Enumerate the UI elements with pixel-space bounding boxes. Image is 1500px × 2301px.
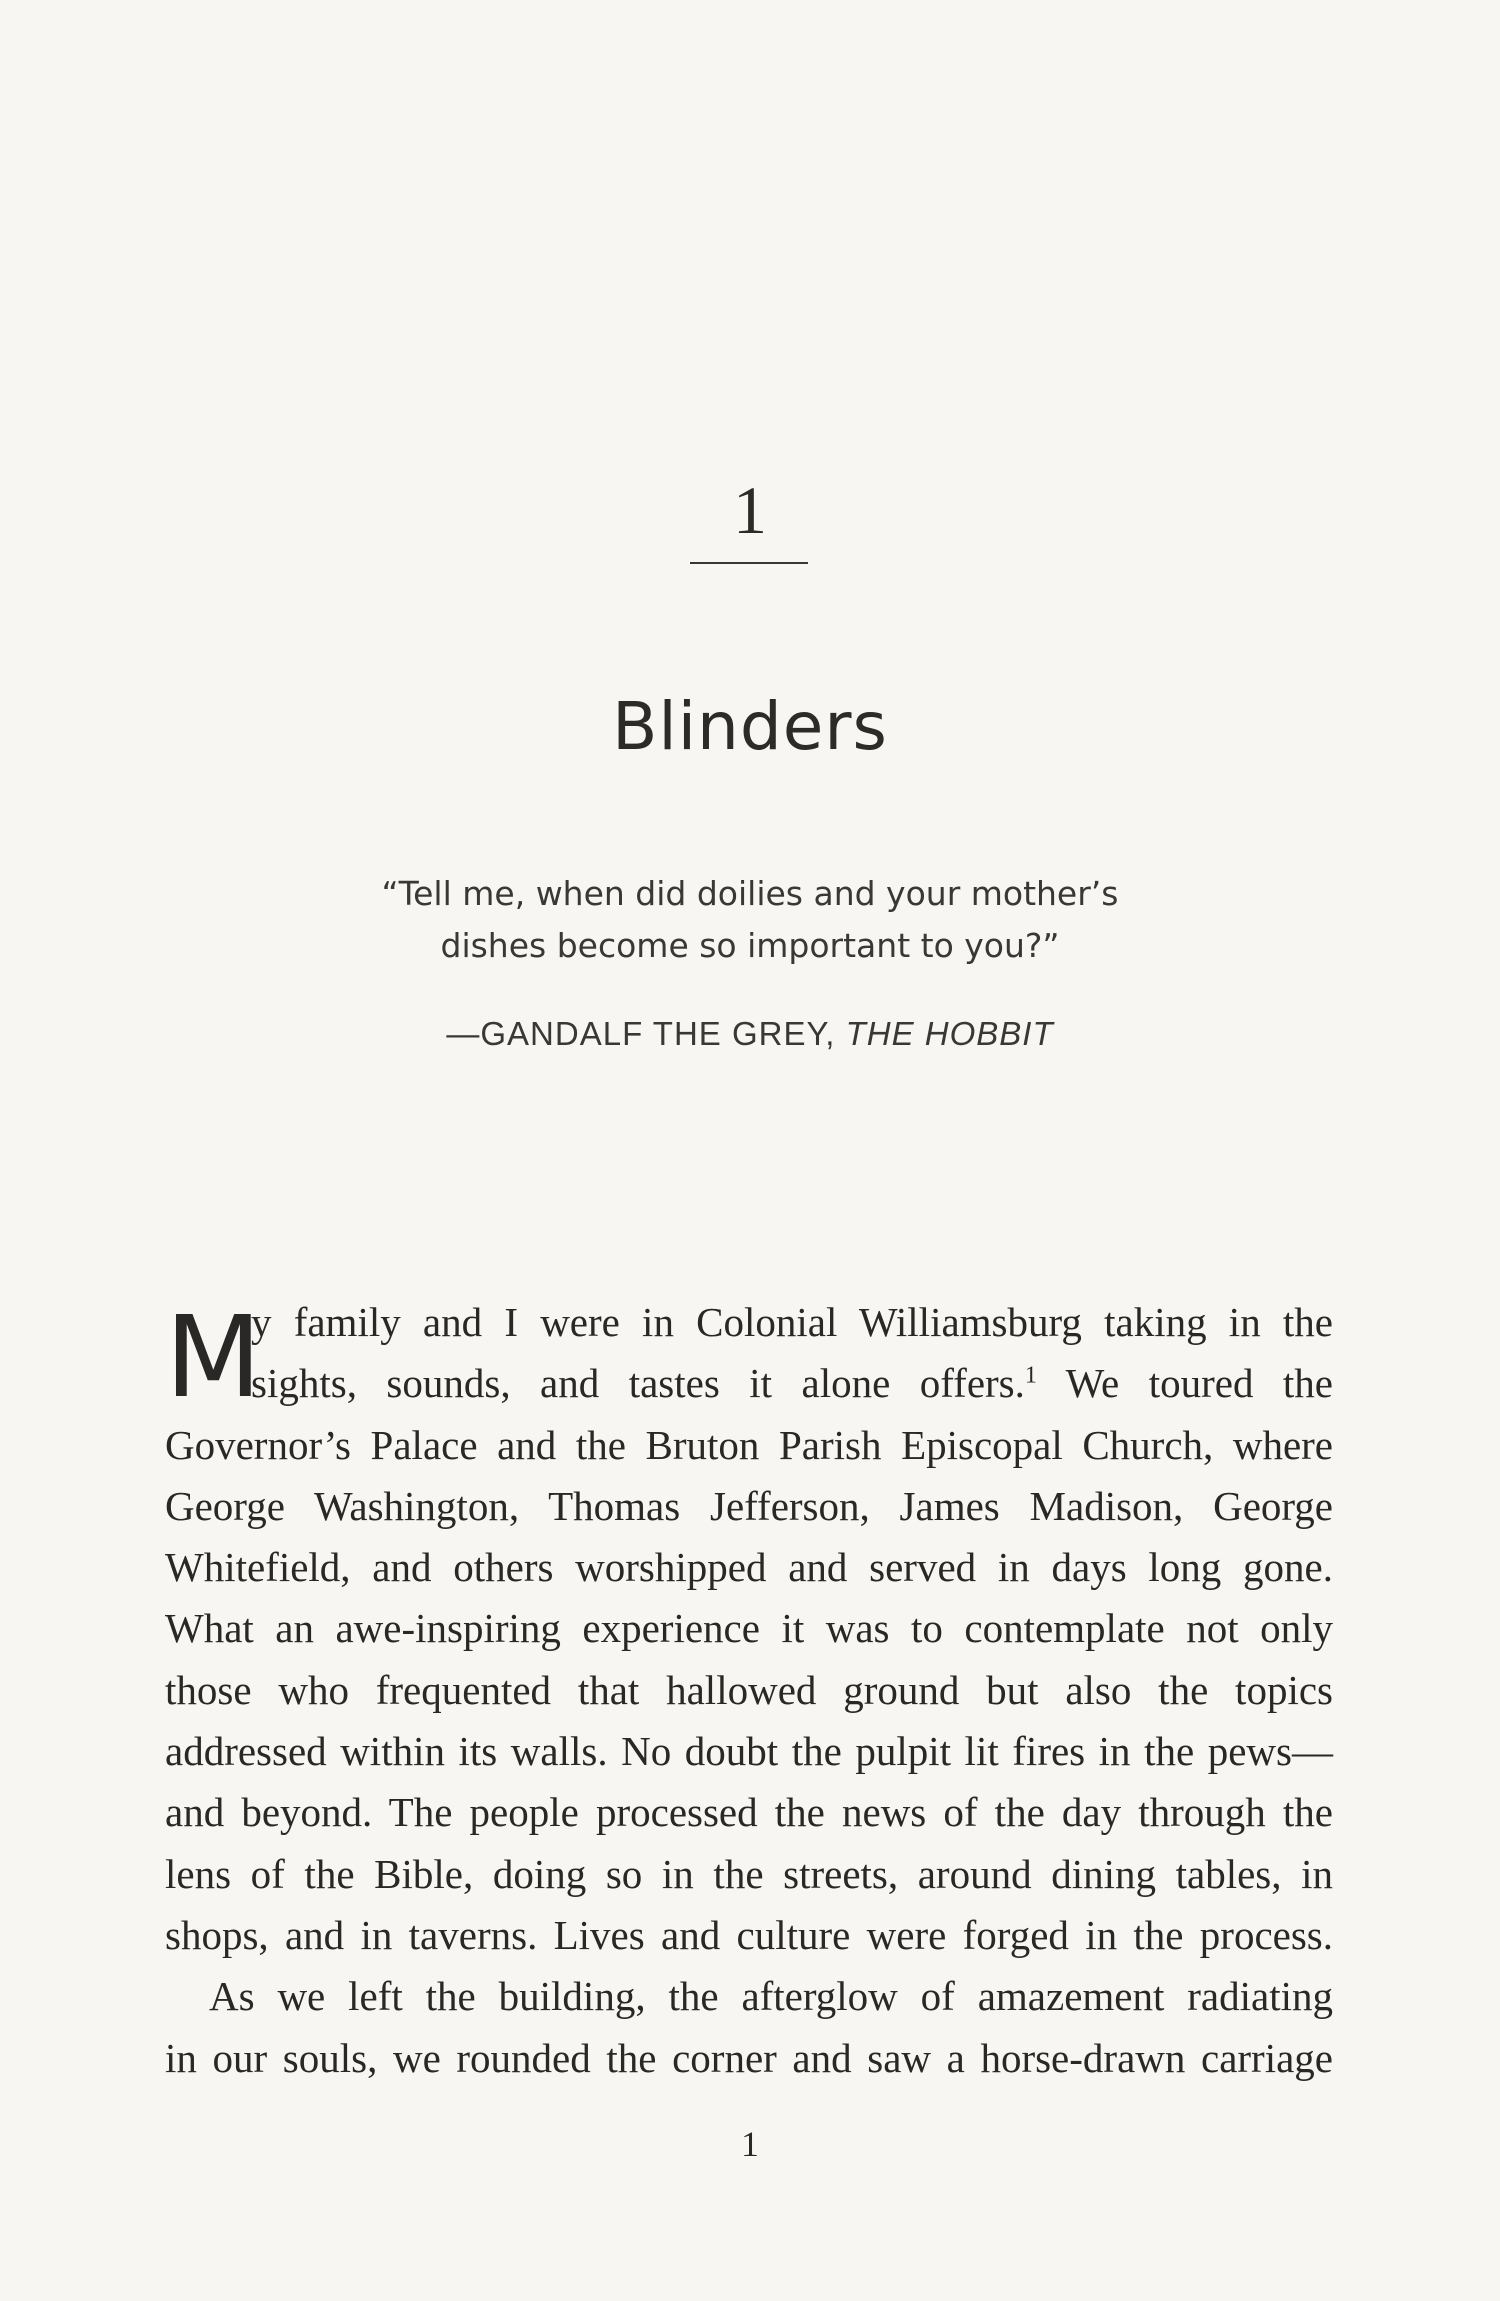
body-line: those who frequented that hallowed ground but also the topics — [165, 1666, 1333, 1713]
attribution-work-title: THE HOBBIT — [845, 1015, 1054, 1052]
body-line: Whitefield, and others worshipped and served in days long gone. — [165, 1544, 1333, 1591]
page-number: 1 — [741, 2124, 759, 2164]
body-line: in our souls, we rounded the corner and saw a horse-drawn carriage — [165, 2034, 1333, 2081]
body-line: As we left the building, the afterglow of amazement radiating — [209, 1973, 1333, 2020]
body-line-text: sights, sounds, and tastes it alone offers. — [251, 1360, 1025, 1407]
epigraph-quote — [0, 868, 1500, 972]
body-line: shops, and in taverns. Lives and culture were forged in the process. — [165, 1911, 1333, 1958]
body-line: y family and I were in Colonial Williamsburg taking in the — [251, 1299, 1333, 1345]
body-line: Governor’s Palace and the Bruton Parish Episcopal Church, where — [165, 1421, 1333, 1468]
chapter-number: 1 — [733, 472, 767, 548]
drop-cap: M — [165, 1293, 262, 1423]
chapter-title: Blinders — [612, 688, 888, 766]
epigraph-line: “Tell me, when did doilies and your mother’s — [381, 874, 1119, 913]
body-line — [165, 1353, 1333, 1414]
body-text — [165, 1292, 1333, 2089]
attribution-author: —GANDALF THE GREY, — [446, 1015, 846, 1052]
epigraph-line: dishes become so important to you?” — [440, 926, 1060, 965]
epigraph-attribution — [0, 1012, 1500, 1056]
chapter-rule-divider — [690, 562, 808, 564]
body-line: What an awe-inspiring experience it was to contemplate not only — [165, 1605, 1333, 1652]
body-line: addressed within its walls. No doubt the pulpit lit fires in the pews— — [165, 1728, 1333, 1775]
footnote-reference: 1 — [1024, 1362, 1037, 1389]
body-line: and beyond. The people processed the news of the day through the — [165, 1789, 1333, 1836]
body-line: George Washington, Thomas Jefferson, James Madison, George — [165, 1482, 1333, 1529]
body-line-text: We toured the — [1036, 1360, 1333, 1407]
body-line: lens of the Bible, doing so in the streets, around dining tables, in — [165, 1850, 1333, 1897]
